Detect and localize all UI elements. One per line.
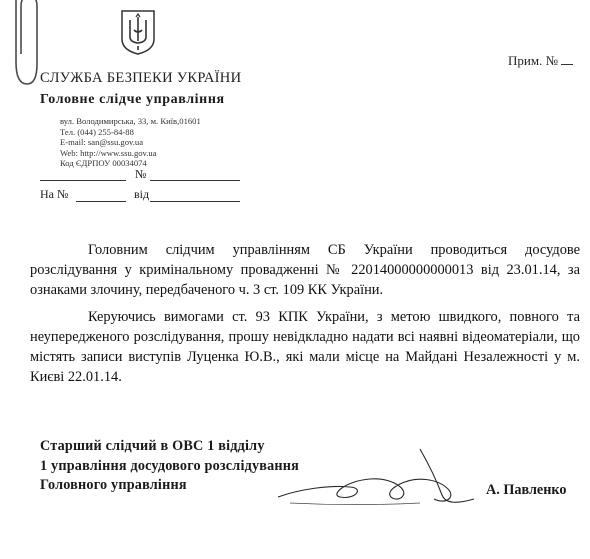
department-name: Головне слідче управління [40,92,225,107]
copy-number-blank [561,53,573,65]
signatory-title [40,437,299,496]
signatory-title-line: Головного управління [40,477,187,493]
outgoing-number-label: № [135,167,147,181]
outgoing-date-line [40,179,126,181]
contact-block [60,116,201,169]
incoming-number-label: На № [40,187,69,201]
incoming-date-line [150,200,240,202]
paragraph-request: Керуючись вимогами ст. 93 КПК України, з метою швидкого, повного та неупередженого розслідування, прошу невідкладно надати всі наявні відеоматеріали, що містять записи виступів Луценка Ю.В., які мали місце на Майдані Незалежності у м. Києві 22.01.14. [30,309,580,385]
copy-number [508,53,573,69]
paragraph-investigation: Головним слідчим управлінням СБ України проводиться досудове розслідування у кримінальному провадженні № 22014000000000013 від 23.01.14, за ознаками злочину, передбаченого ч. 3 ст. 109 КК України. [30,242,580,298]
email-line: E-mail: san@ssu.gov.ua [60,137,144,148]
coat-of-arms-icon [117,8,159,56]
incoming-date-label: від [134,187,150,201]
phone-line: Тел. (044) 255-84-88 [60,126,134,137]
agency-name: СЛУЖБА БЕЗПЕКИ УКРАЇНИ [40,70,242,86]
paper-clip-icon [8,0,42,92]
letter-body [30,240,580,387]
handwritten-signature [270,445,480,515]
outgoing-number-line [150,179,240,181]
signer-name: А. Павленко [486,482,567,498]
signatory-title-line: Старший слідчий в ОВС 1 відділу [40,438,265,454]
address-line: вул. Володимирська, 33, м. Київ,01601 [60,116,201,126]
edrpou-line: Код ЄДРПОУ 00034074 [60,158,147,169]
copy-number-label: Прим. № [508,53,558,68]
signatory-title-line: 1 управління досудового розслідування [40,457,300,474]
web-line: Web: http://www.ssu.gov.ua [60,147,157,158]
incoming-number-line [76,200,126,202]
